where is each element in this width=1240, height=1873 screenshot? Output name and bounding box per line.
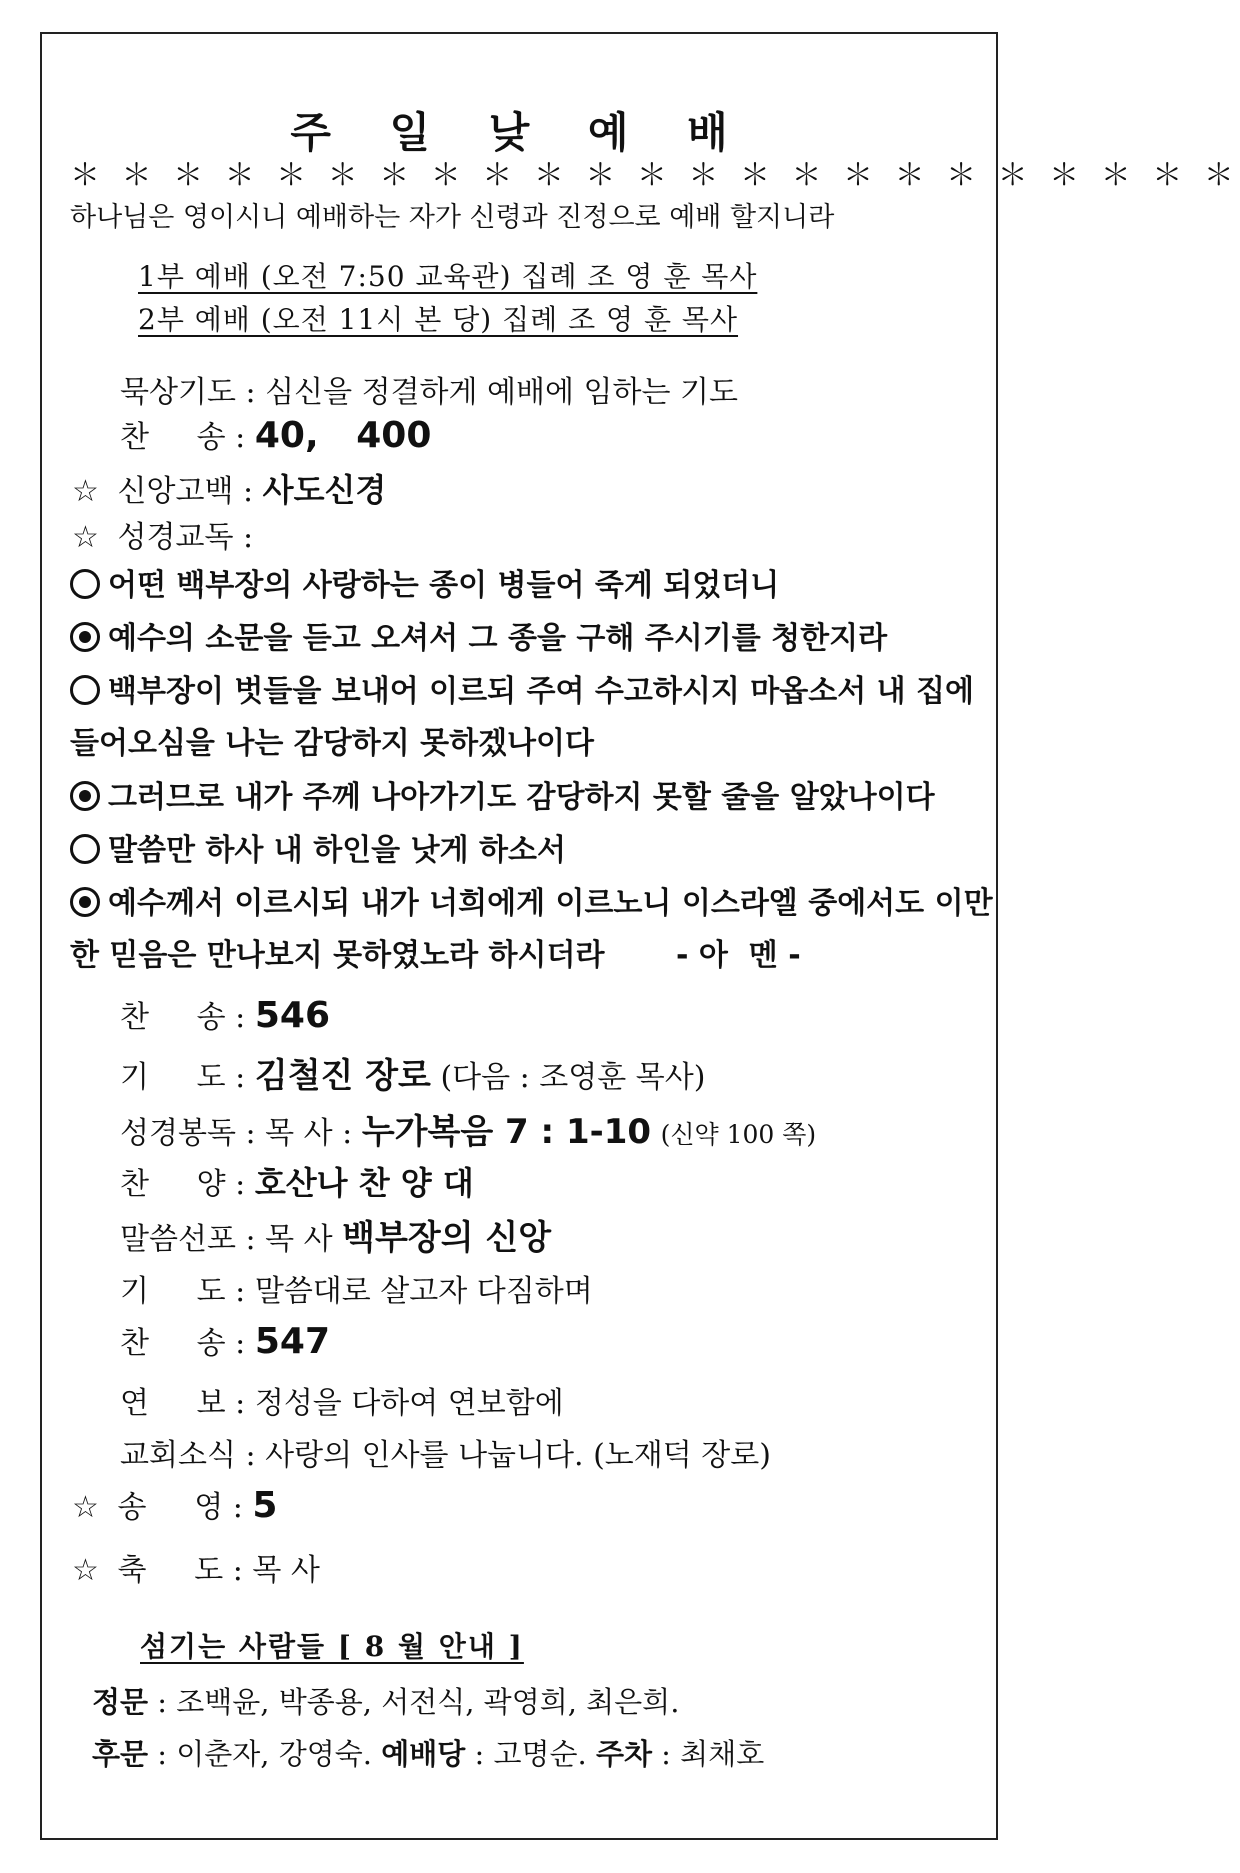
meditation-value: 심신을 정결하게 예배에 임하는 기도 [265,375,738,410]
reading-line-6b: 한 믿음은 만나보지 못하였노라 하시더라 [70,938,605,973]
theme-verse: 하나님은 영이시니 예배하는 자가 신령과 진정으로 예배 할지니라 [70,202,835,233]
congregation-circle-icon [70,887,100,917]
sermon-pastor: 목 사 [265,1222,333,1257]
praise-value: 호산나 찬 양 대 [254,1164,474,1202]
order-benediction [72,1545,320,1589]
creed-label: 신앙고백 : [117,474,254,509]
front-value: : 조백윤, 박종용, 서전식, 곽영희, 최은희. [148,1685,680,1719]
service-1-info: 1부 예배 (오전 7:50 교육관) 집례 조 영 훈 목사 [138,260,758,293]
reading-label: 성경교독 : [117,520,254,555]
news-label: 교회소식 : [120,1438,256,1473]
order-reading [72,512,253,556]
ushers-back [92,1732,764,1773]
doxology-value: 5 [252,1485,278,1526]
reading-line-1: 어떤 백부장의 사랑하는 종이 병들어 죽게 되었더니 [70,560,779,604]
scripture-pastor: 목 사 : [265,1116,353,1151]
sermon-label: 말씀선포 : [120,1222,256,1257]
hymn3-value: 547 [254,1321,330,1362]
order-hymn-2 [120,992,330,1036]
news-value: 사랑의 인사를 나눕니다. (노재덕 장로) [265,1438,771,1473]
sanctuary-value: : 고명순. [465,1737,596,1771]
prayer2-value: 말씀대로 살고자 다짐하며 [254,1274,593,1309]
hymn2-value: 546 [254,995,330,1036]
ushers-heading: 섬기는 사람들 [ 8 월 안내 ] [140,1630,524,1663]
hymn1-value: 40, 400 [254,415,432,456]
praise-label: 찬 양 : [120,1167,246,1202]
reading-line-3: 백부장이 벗들을 보내어 이르되 주여 수고하시지 마옵소서 내 집에 [70,666,974,710]
sermon-value: 백부장의 신앙 [342,1218,552,1258]
back-value: : 이춘자, 강영숙. [148,1737,382,1771]
reading-line-4: 그러므로 내가 주께 나아가기도 감당하지 못할 줄을 알았나이다 [70,772,935,816]
ushers-front [92,1680,679,1721]
order-scripture [120,1104,816,1153]
scripture-note: (신약 100 쪽) [660,1120,817,1149]
doxology-label: 송 영 : [117,1490,243,1525]
reading-line-3b: 들어오심을 나는 감당하지 못하겠나이다 [70,726,594,761]
leader-circle-icon [70,834,100,864]
sanctuary-label: 예배당 [381,1737,466,1771]
service-2-info: 2부 예배 (오전 11시 본 당) 집례 조 영 훈 목사 [138,303,739,336]
hymn3-label: 찬 송 : [120,1326,246,1361]
hymn1-label: 찬 송 : [120,420,246,455]
order-creed [72,465,386,511]
prayer-label: 기 도 : [120,1060,246,1095]
reading-line-6: 예수께서 이르시되 내가 너희에게 이르노니 이스라엘 중에서도 이만 [70,878,993,922]
benediction-value: 목 사 [252,1553,320,1588]
leader-circle-icon [70,569,100,599]
prayer-note: (다음 : 조영훈 목사) [440,1060,706,1095]
benediction-label: 축 도 : [117,1553,243,1588]
meditation-label: 묵상기도 : [120,375,256,410]
hymn2-label: 찬 송 : [120,1000,246,1035]
order-hymn-1 [120,412,431,456]
order-hymn-3 [120,1318,330,1362]
offering-value: 정성을 다하여 연보함에 [254,1386,564,1421]
star-icon: ☆ [72,474,99,509]
order-offering [120,1378,564,1422]
order-prayer [120,1048,705,1097]
creed-value: 사도신경 [262,471,387,509]
reading-line-2: 예수의 소문을 듣고 오셔서 그 종을 구해 주시기를 청한지라 [70,613,887,657]
scripture-value: 누가복음 7 : 1-10 [361,1112,652,1152]
order-sermon [120,1210,551,1259]
parking-value: : 최채호 [651,1737,765,1771]
order-news [120,1430,771,1474]
star-divider: ＊ ＊ ＊ ＊ ＊ ＊ ＊ ＊ ＊ ＊ ＊ ＊ ＊ ＊ ＊ ＊ ＊ ＊ ＊ ＊ ＊ ＊ ＊ [70,158,1240,193]
scripture-label: 성경봉독 : [120,1116,256,1151]
front-label: 정문 [92,1685,149,1719]
amen: - 아 멘 - [676,938,801,973]
page-title: 주 일 낮 예 배 [290,108,750,157]
prayer2-label: 기 도 : [120,1274,246,1309]
order-praise [120,1158,474,1204]
star-icon: ☆ [72,1553,99,1588]
prayer-value: 김철진 장로 [254,1056,431,1096]
offering-label: 연 보 : [120,1386,246,1421]
star-icon: ☆ [72,520,99,555]
congregation-circle-icon [70,781,100,811]
order-prayer-2 [120,1266,593,1310]
reading-line-5: 말씀만 하사 내 하인을 낫게 하소서 [70,825,566,869]
star-icon: ☆ [72,1490,99,1525]
order-meditation [120,367,738,411]
order-doxology [72,1482,277,1526]
congregation-circle-icon [70,622,100,652]
leader-circle-icon [70,675,100,705]
back-label: 후문 [92,1737,149,1771]
parking-label: 주차 [595,1737,652,1771]
